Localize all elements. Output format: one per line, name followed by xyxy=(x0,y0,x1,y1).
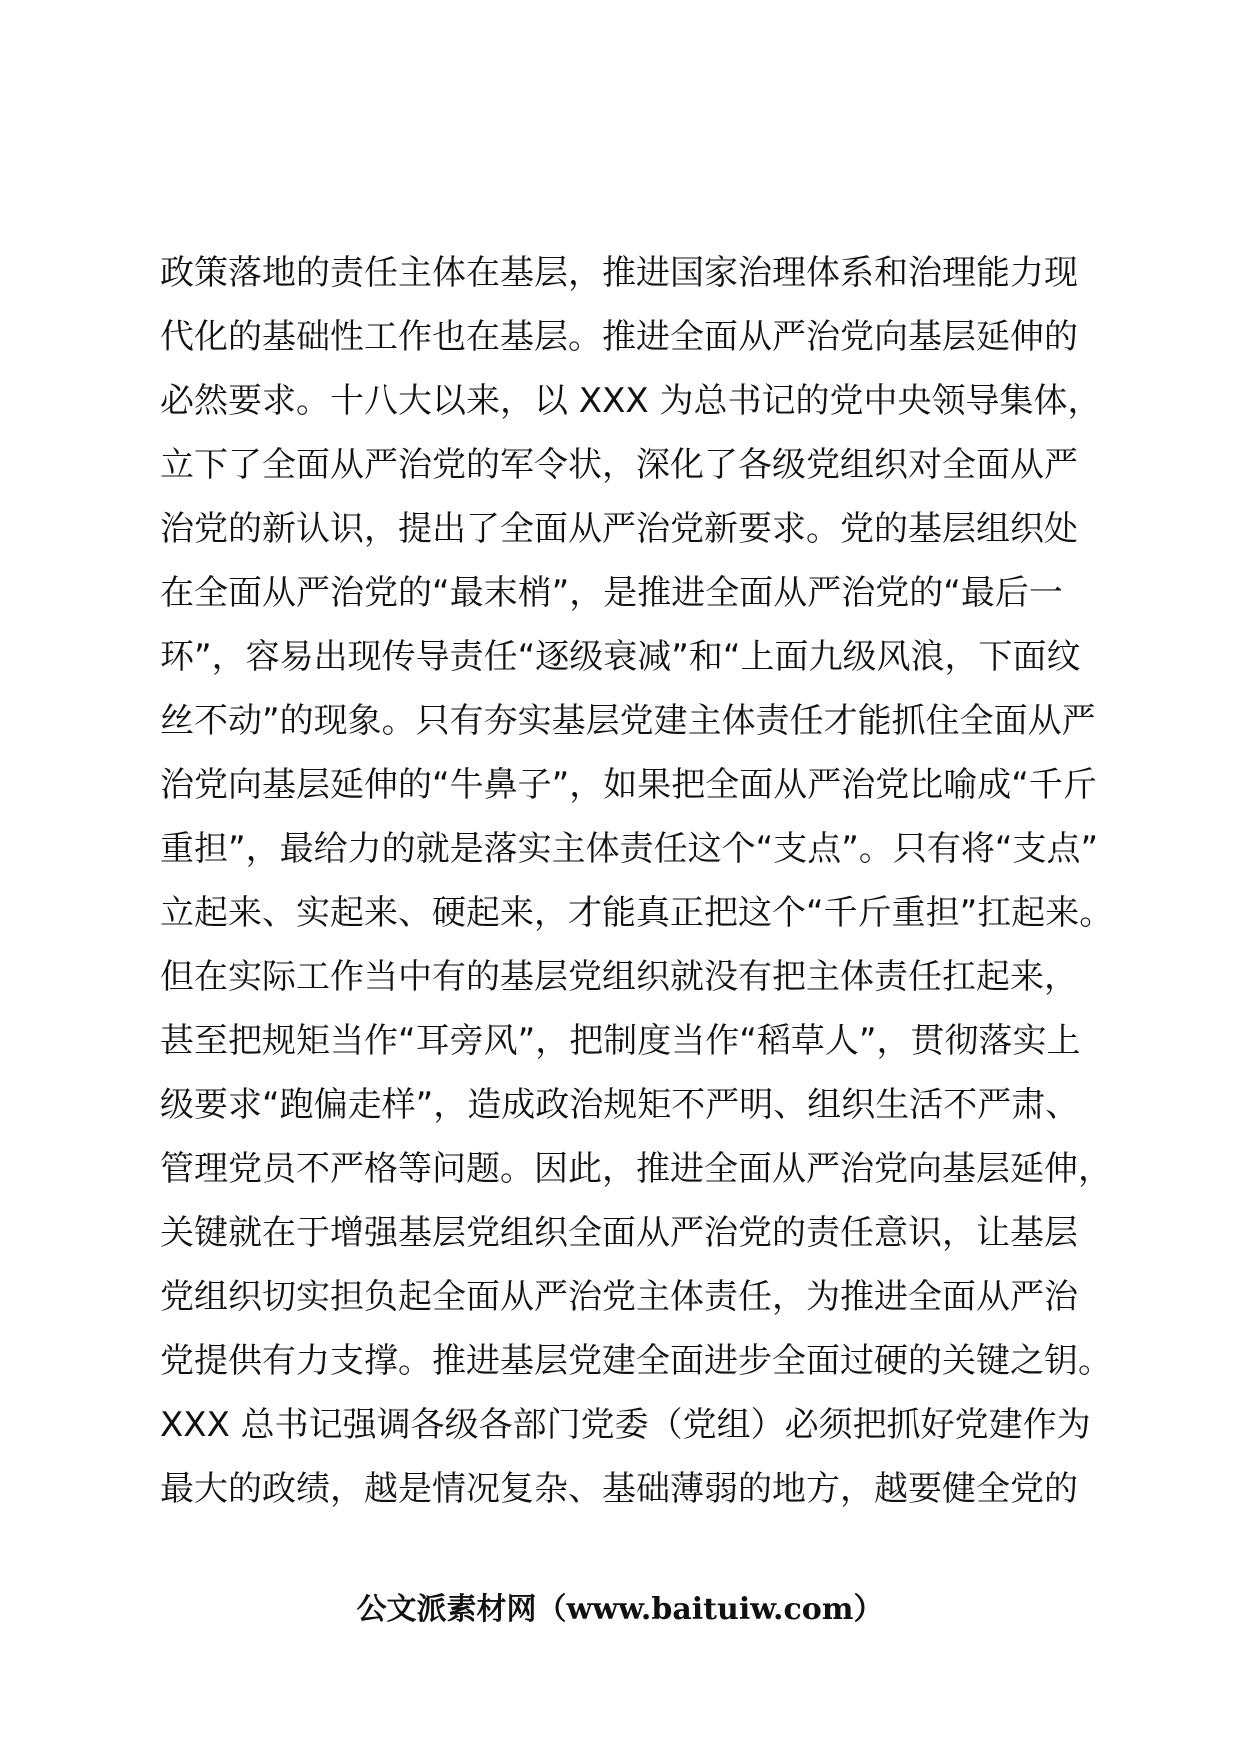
text-line: 丝不动”的现象。只有夯实基层党建主体责任才能抓住全面从严 xyxy=(160,701,1096,741)
text-line: XXX 总书记强调各级各部门党委（党组）必须把抓好党建作为 xyxy=(160,1405,1091,1445)
text-line: 管理党员不严格等问题。因此，推进全面从严治党向基层延伸， xyxy=(160,1149,1112,1189)
text-line: 重担”，最给力的就是落实主体责任这个“支点”。只有将“支点” xyxy=(160,829,1099,869)
text-line: 甚至把规矩当作“耳旁风”，把制度当作“稻草人”，贯彻落实上 xyxy=(160,1021,1081,1061)
text-line: 级要求“跑偏走样”，造成政治规矩不严明、组织生活不严肃、 xyxy=(160,1085,1080,1125)
text-line: 治党向基层延伸的“牛鼻子”，如果把全面从严治党比喻成“千斤 xyxy=(160,765,1097,805)
text-line: 党组织切实担负起全面从严治党主体责任，为推进全面从严治 xyxy=(160,1277,1078,1317)
page-footer: 公文派素材网（www.baituiw.com） xyxy=(356,1592,884,1627)
text-line: 最大的政绩，越是情况复杂、基础薄弱的地方，越要健全党的 xyxy=(160,1469,1078,1509)
text-line: 治党的新认识，提出了全面从严治党新要求。党的基层组织处 xyxy=(160,509,1078,549)
text-line: 必然要求。十八大以来，以 XXX 为总书记的党中央领导集体， xyxy=(160,381,1102,421)
text-line: 政策落地的责任主体在基层，推进国家治理体系和治理能力现 xyxy=(160,253,1078,293)
text-line: 代化的基础性工作也在基层。推进全面从严治党向基层延伸的 xyxy=(160,317,1078,357)
text-line: 立下了全面从严治党的军令状，深化了各级党组织对全面从严 xyxy=(160,445,1078,485)
text-line: 在全面从严治党的“最末梢”，是推进全面从严治党的“最后一 xyxy=(160,573,1063,613)
text-line: 环”，容易出现传导责任“逐级衰减”和“上面九级风浪，下面纹 xyxy=(160,637,1081,677)
text-line: 但在实际工作当中有的基层党组织就没有把主体责任扛起来， xyxy=(160,957,1078,997)
text-line: 党提供有力支撑。推进基层党建全面进步全面过硬的关键之钥。 xyxy=(160,1341,1112,1381)
body-paragraph xyxy=(160,241,1120,1521)
text-line: 关键就在于增强基层党组织全面从严治党的责任意识，让基层 xyxy=(160,1213,1078,1253)
text-line: 立起来、实起来、硬起来，才能真正把这个“千斤重担”扛起来。 xyxy=(160,893,1114,933)
